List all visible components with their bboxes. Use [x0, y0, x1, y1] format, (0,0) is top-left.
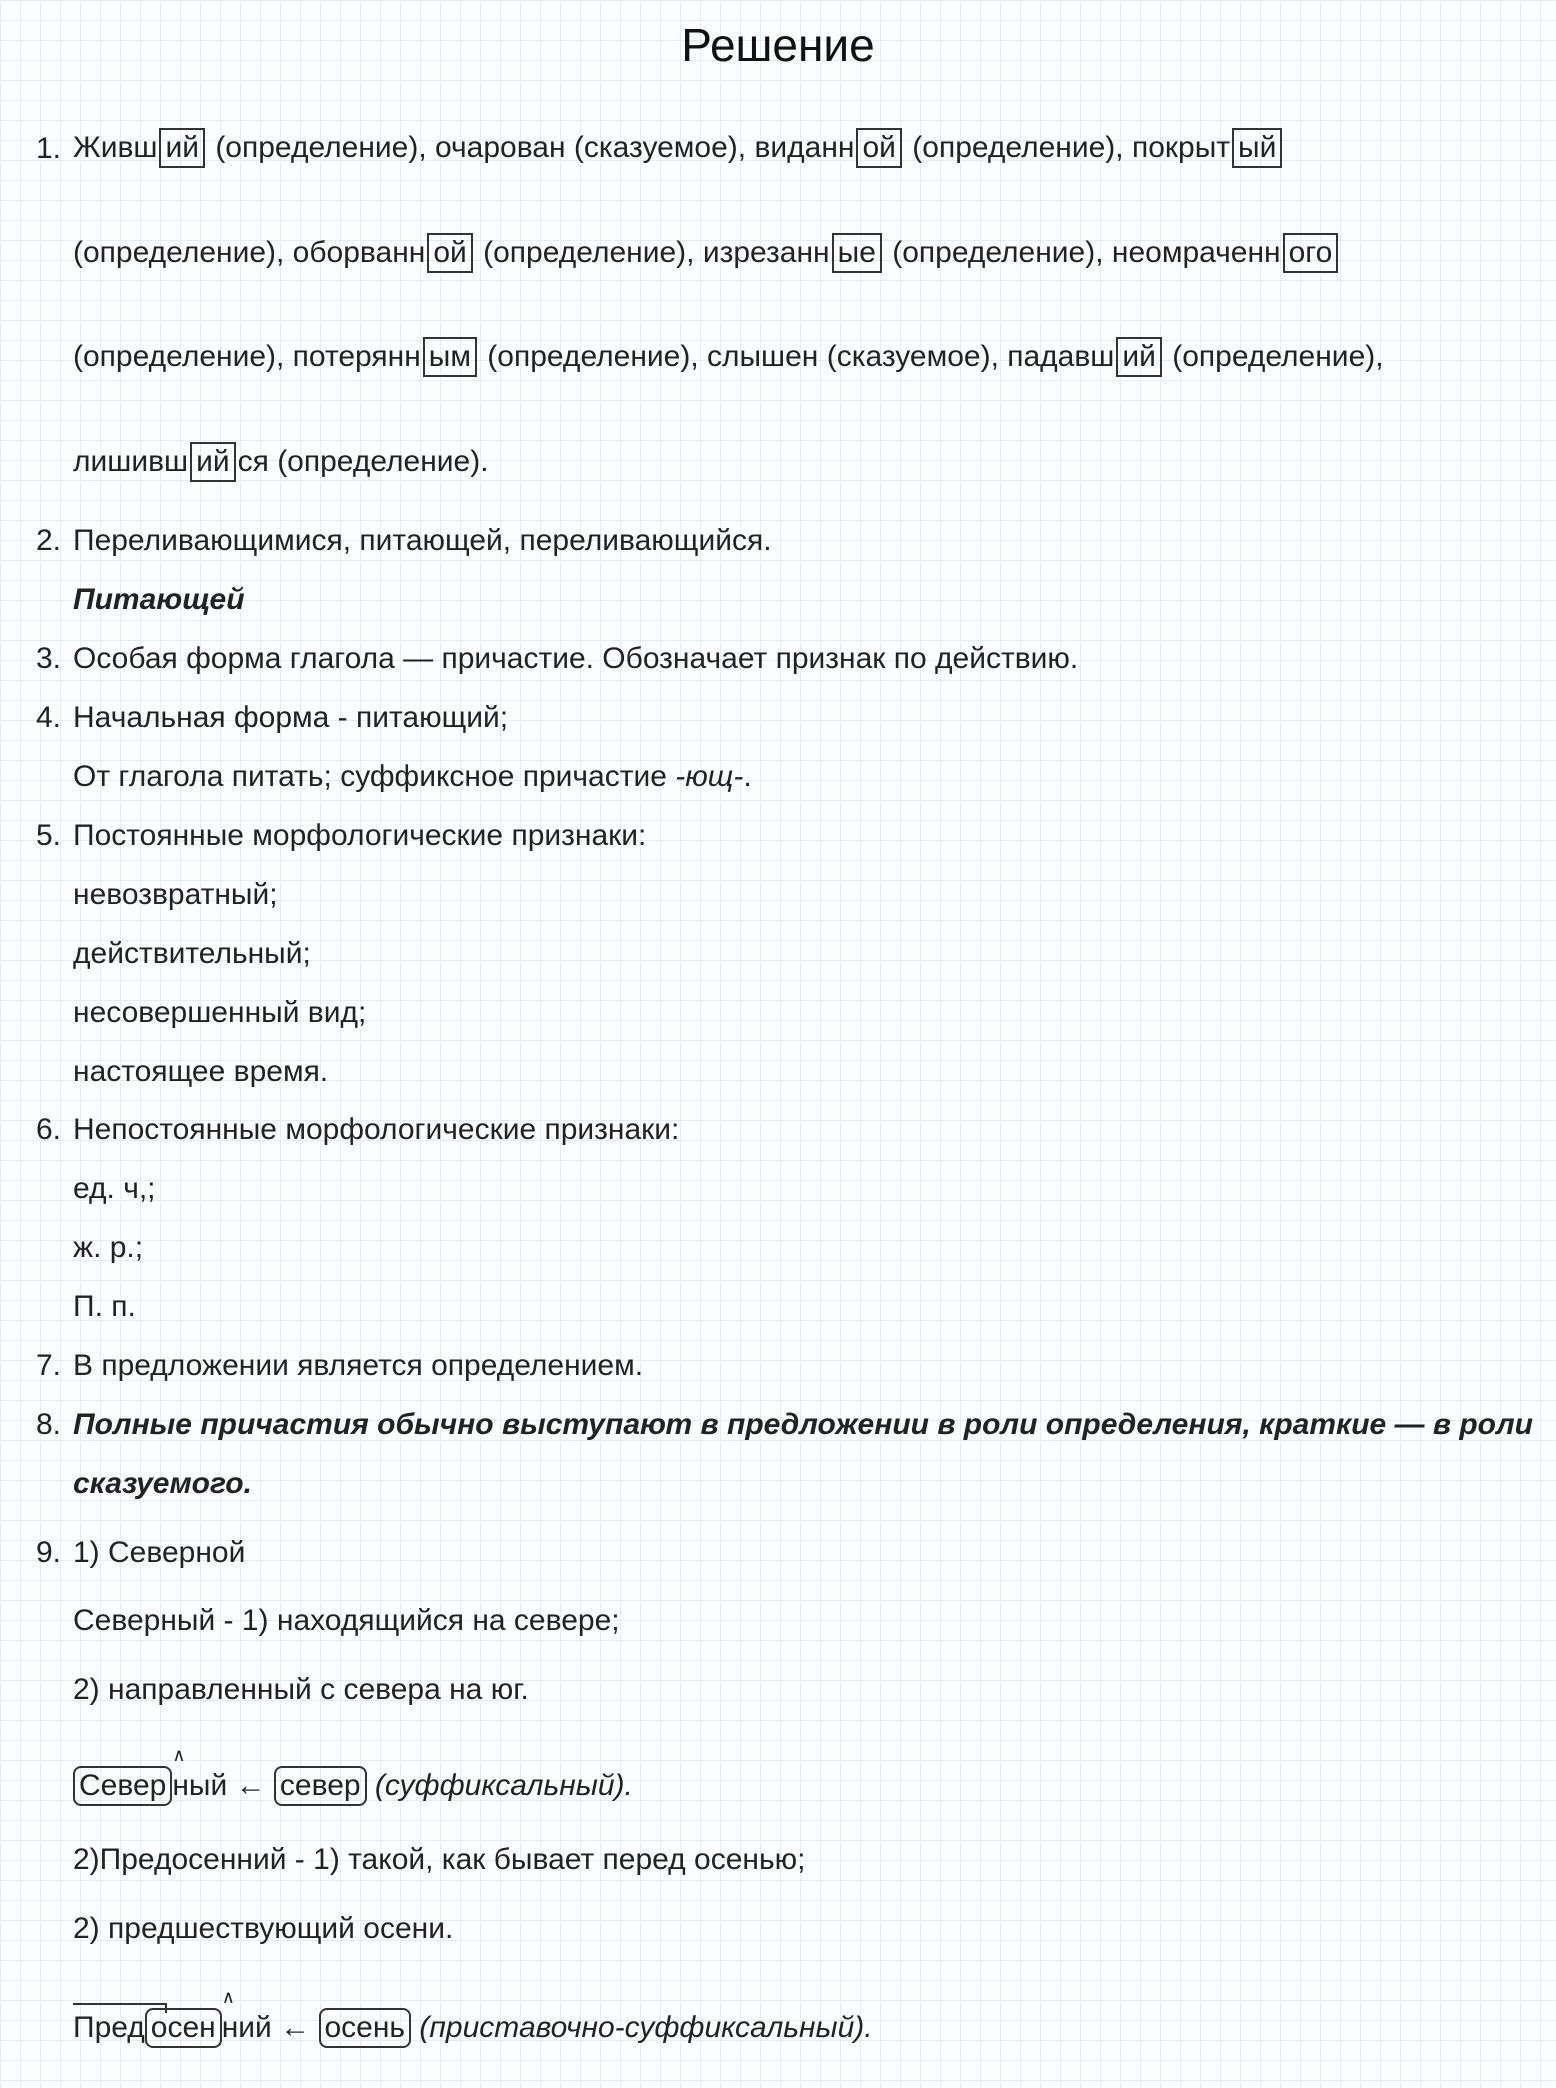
suffix-mark: ∧ ный [172, 1745, 228, 1802]
item6-feature: ед. ч,; [73, 1172, 156, 1205]
item4-line1: Начальная форма - питающий; [73, 701, 509, 734]
ending-box: ого [1283, 233, 1339, 273]
text-segment: лишивш [73, 445, 189, 478]
page-title: Решение [681, 19, 875, 71]
ending-box: ой [856, 128, 901, 168]
item4-suffix: -ющ- [675, 760, 744, 793]
item1-line1 [73, 128, 1284, 168]
ending-box: ий [159, 128, 205, 168]
text-segment: (определение), очарован (сказуемое), видан [206, 131, 838, 164]
item2-answer: Питающей [73, 583, 245, 616]
ending-box: ый [1232, 128, 1282, 168]
derivation-arrow: ← [280, 2011, 311, 2044]
prefix-mark: Пред [73, 2011, 145, 2045]
suffix-caret-icon: ∧ [221, 1987, 235, 2007]
text-segment: ся (определение). [237, 445, 489, 478]
derivation-type: (приставочно-суффиксальный). [419, 2011, 873, 2044]
item-number-8: 8. [36, 1408, 62, 1441]
text-segment: (определение), покрыт [903, 131, 1230, 164]
item7-text: В предложении является определением. [73, 1349, 644, 1382]
item6-feature: П. п. [73, 1290, 136, 1323]
item9-line5: 2)Предосенний - 1) такой, как бывает перед осенью; [73, 1843, 806, 1876]
base-root-box: север [274, 1766, 367, 1806]
item8-line2: сказуемого. [73, 1467, 252, 1500]
item5-feature: настоящее время. [73, 1055, 329, 1088]
text-segment: (определение), оборванн [73, 236, 426, 269]
item2-text: Переливающимися, питающей, переливающийся. [73, 524, 772, 557]
text-segment: (определение), неомраченн [883, 236, 1281, 269]
item5-feature: несовершенный вид; [73, 996, 367, 1029]
item5-feature: невозвратный; [73, 878, 278, 911]
text-segment: (определение), [1163, 340, 1384, 373]
item-number-9: 9. [36, 1536, 62, 1569]
prefix-bracket-icon [73, 2003, 167, 2013]
item6-heading: Непостоянные морфологические признаки: [73, 1113, 680, 1146]
suffix-caret-icon: ∧ [172, 1745, 186, 1765]
item4-end: . [743, 760, 752, 793]
item1-line2 [73, 233, 1340, 273]
item-number-6: 6. [36, 1113, 62, 1146]
text-segment: Живш [73, 131, 158, 164]
item-number-2: 2. [36, 524, 62, 557]
item3-text: Особая форма глагола — причастие. Обозначает признак по действию. [73, 642, 1079, 675]
derivation-arrow: ← [235, 1769, 266, 1802]
ending-box: ой [427, 233, 472, 273]
item1-line3 [73, 337, 1384, 377]
item9-line1: 1) Северной [73, 1536, 246, 1569]
derivation-type: (суффиксальный). [374, 1769, 633, 1802]
item6-feature: ж. р.; [73, 1231, 144, 1264]
item9-line3: 2) направленный с севера на юг. [73, 1673, 529, 1706]
item8-line1: Полные причастия обычно выступают в предложении в роли определения, краткие — в роли [73, 1408, 1533, 1441]
ending-box: ым [423, 337, 477, 377]
item5-feature: действительный; [73, 937, 311, 970]
text-segment: (определение), потерянн [73, 340, 421, 373]
item5-heading: Постоянные морфологические признаки: [73, 819, 647, 852]
base-root-box: осень [319, 2008, 412, 2048]
item1-line4 [73, 442, 489, 482]
ending-box: ий [1116, 337, 1162, 377]
item9-line2: Северный - 1) находящийся на севере; [73, 1604, 620, 1637]
item-number-4: 4. [36, 701, 62, 734]
item4-line2 [73, 760, 752, 794]
suffix-mark: ∧ ний [221, 1987, 272, 2044]
text-segment: н [837, 131, 855, 164]
text-segment: (определение), слышен (сказуемое), падавш [478, 340, 1115, 373]
item-number-1: 1. [36, 132, 62, 165]
item-number-3: 3. [36, 642, 62, 675]
item-number-7: 7. [36, 1349, 62, 1382]
root-box: осен [145, 2008, 222, 2048]
derivation-severny [73, 1745, 633, 1806]
item4-line2-text: От глагола питать; суффиксное причастие [73, 760, 676, 793]
item9-line6: 2) предшествующий осени. [73, 1912, 454, 1945]
ending-box: ые [832, 233, 882, 273]
derivation-predosenny [73, 1987, 873, 2048]
item-number-5: 5. [36, 819, 62, 852]
text-segment: (определение), изрезанн [474, 236, 830, 269]
ending-box: ий [190, 442, 236, 482]
root-box: Север [73, 1766, 172, 1806]
